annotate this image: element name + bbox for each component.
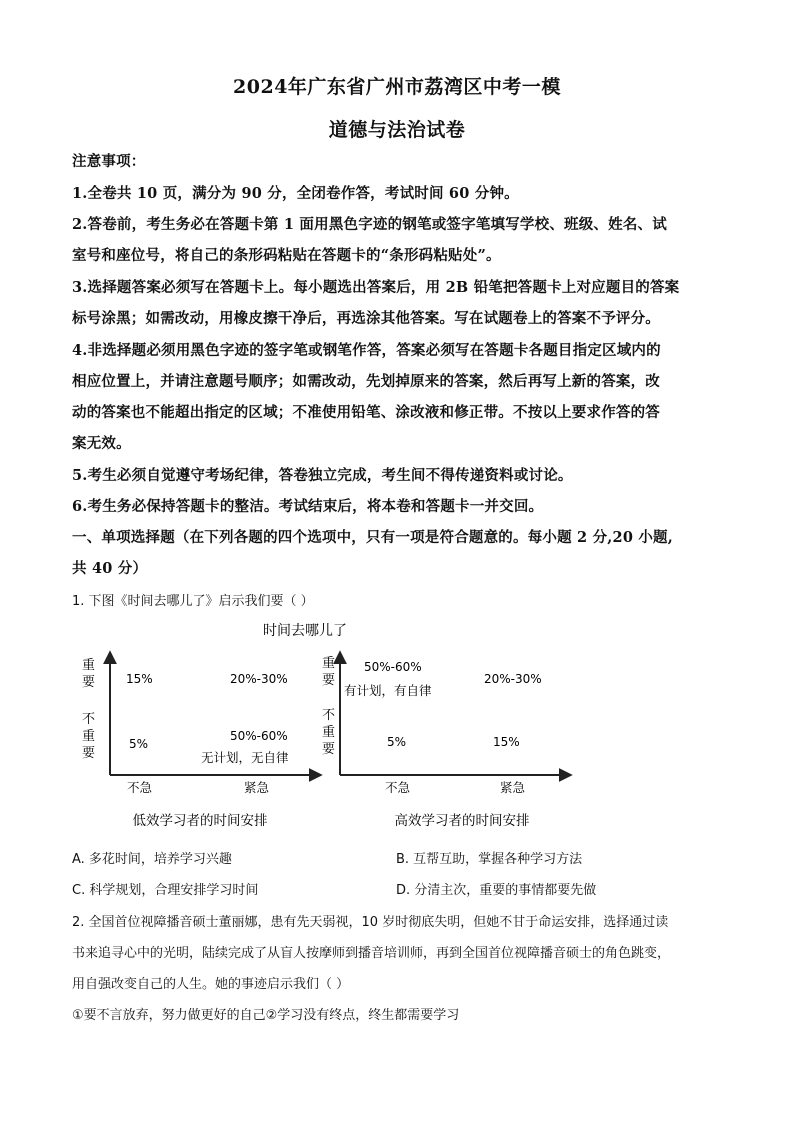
left-cell-br: 50%-60% <box>230 729 288 743</box>
right-cell-br: 15% <box>493 735 520 749</box>
notice-line: 案无效。 <box>72 435 131 452</box>
question-2-line: 书来追寻心中的光明，陆续完成了从盲人按摩师到播音培训师，再到全国首位视障播音硕士的角色跳变， <box>72 946 671 961</box>
question-2-choices: ①要不言放弃，努力做更好的自己②学习没有终点，终生都需要学习 <box>72 1008 460 1023</box>
notice-line: 2.答卷前，考生务必在答题卡第 1 面用黑色字迹的钢笔或签字笔填写学校、班级、姓名、试 <box>72 216 667 233</box>
axis-label-char: 要 <box>322 742 336 757</box>
notice-line: 标号涂黑；如需改动，用橡皮擦干净后，再选涂其他答案。写在试题卷上的答案不予评分。 <box>72 310 660 327</box>
axis-label-char: 重 <box>322 725 336 740</box>
option-b: B. 互帮互助，掌握各种学习方法 <box>396 852 583 867</box>
right-y-label-important <box>322 656 335 688</box>
left-cell-bl: 5% <box>129 737 149 751</box>
notice-line: 6.考生务必保持答题卡的整洁。考试结束后，将本卷和答题卡一并交回。 <box>72 498 544 515</box>
left-y-label-not-important <box>82 712 95 761</box>
right-y-label-not-important <box>322 708 335 757</box>
left-caption: 低效学习者的时间安排 <box>132 813 268 829</box>
option-a: A. 多花时间，培养学习兴趣 <box>72 852 232 867</box>
right-cell-tr: 20%-30% <box>484 672 542 686</box>
option-d: D. 分清主次，重要的事情都要先做 <box>396 883 597 898</box>
left-cell-tr: 20%-30% <box>230 672 288 686</box>
right-caption: 高效学习者的时间安排 <box>394 813 530 829</box>
notice-line: 1.全卷共 10 页，满分为 90 分，全闭卷作答，考试时间 60 分钟。 <box>72 185 519 202</box>
right-cell-bl: 5% <box>387 735 407 749</box>
axis-label-char: 重 <box>322 656 336 671</box>
axis-label-char: 重 <box>82 658 96 673</box>
left-cell-tl: 15% <box>126 672 153 686</box>
exam-subtitle: 道德与法治试卷 <box>328 119 466 141</box>
notice-line: 5.考生必须自觉遵守考场纪律，答卷独立完成，考生间不得传递资料或讨论。 <box>72 467 573 484</box>
axis-label-char: 不 <box>82 712 96 727</box>
question-2-line: 用自强改变自己的人生。她的事迹启示我们（ ） <box>72 977 350 992</box>
right-cell-tl: 50%-60% <box>364 660 422 674</box>
notice-line: 4.非选择题必须用黑色字迹的签字笔或钢笔作答，答案必须写在答题卡各题目指定区域内的 <box>72 342 661 359</box>
axis-label-char: 不 <box>322 708 336 723</box>
question-2-line: 2. 全国首位视障播音硕士董丽娜，患有先天弱视，10 岁时彻底失明，但她不甘于命运安排，选择通过读 <box>72 915 669 930</box>
right-cell-tl-note: 有计划，有自律 <box>344 683 432 698</box>
question-1-stem: 1. 下图《时间去哪儿了》启示我们要（ ） <box>72 594 314 609</box>
notice-heading: 注意事项： <box>72 153 146 170</box>
left-cell-br-note: 无计划，无自律 <box>201 750 289 765</box>
exam-title: 2024年广东省广州市荔湾区中考一模 <box>233 76 561 98</box>
time-figure <box>72 615 722 835</box>
notice-line: 室号和座位号，将自己的条形码粘贴在答题卡的“条形码粘贴处”。 <box>72 247 501 264</box>
notice-line: 相应位置上，并请注意题号顺序；如需改动，先划掉原来的答案，然后再写上新的答案，改 <box>72 373 660 390</box>
axis-label-char: 要 <box>322 673 336 688</box>
right-x-label-not-urgent: 不急 <box>385 780 411 795</box>
time-figure-svg <box>72 615 722 835</box>
notice-line: 动的答案也不能超出指定的区域；不准使用铅笔、涂改液和修正带。不按以上要求作答的答 <box>72 404 660 421</box>
section-heading-cont: 共 40 分） <box>72 560 148 577</box>
left-y-label-important <box>82 658 95 690</box>
option-c: C. 科学规划，合理安排学习时间 <box>72 883 259 898</box>
section-heading: 一、单项选择题（在下列各题的四个选项中，只有一项是符合题意的。每小题 2 分,20 小题, <box>72 529 674 546</box>
axis-label-char: 要 <box>82 746 96 761</box>
axis-label-char: 要 <box>82 675 96 690</box>
axis-label-char: 重 <box>82 729 96 744</box>
left-x-label-not-urgent: 不急 <box>127 780 153 795</box>
left-x-label-urgent: 紧急 <box>244 780 270 795</box>
right-x-label-urgent: 紧急 <box>500 780 526 795</box>
notice-line: 3.选择题答案必须写在答题卡上。每小题选出答案后，用 2B 铅笔把答题卡上对应题目的答案 <box>72 279 680 296</box>
figure-title: 时间去哪儿了 <box>263 623 347 639</box>
